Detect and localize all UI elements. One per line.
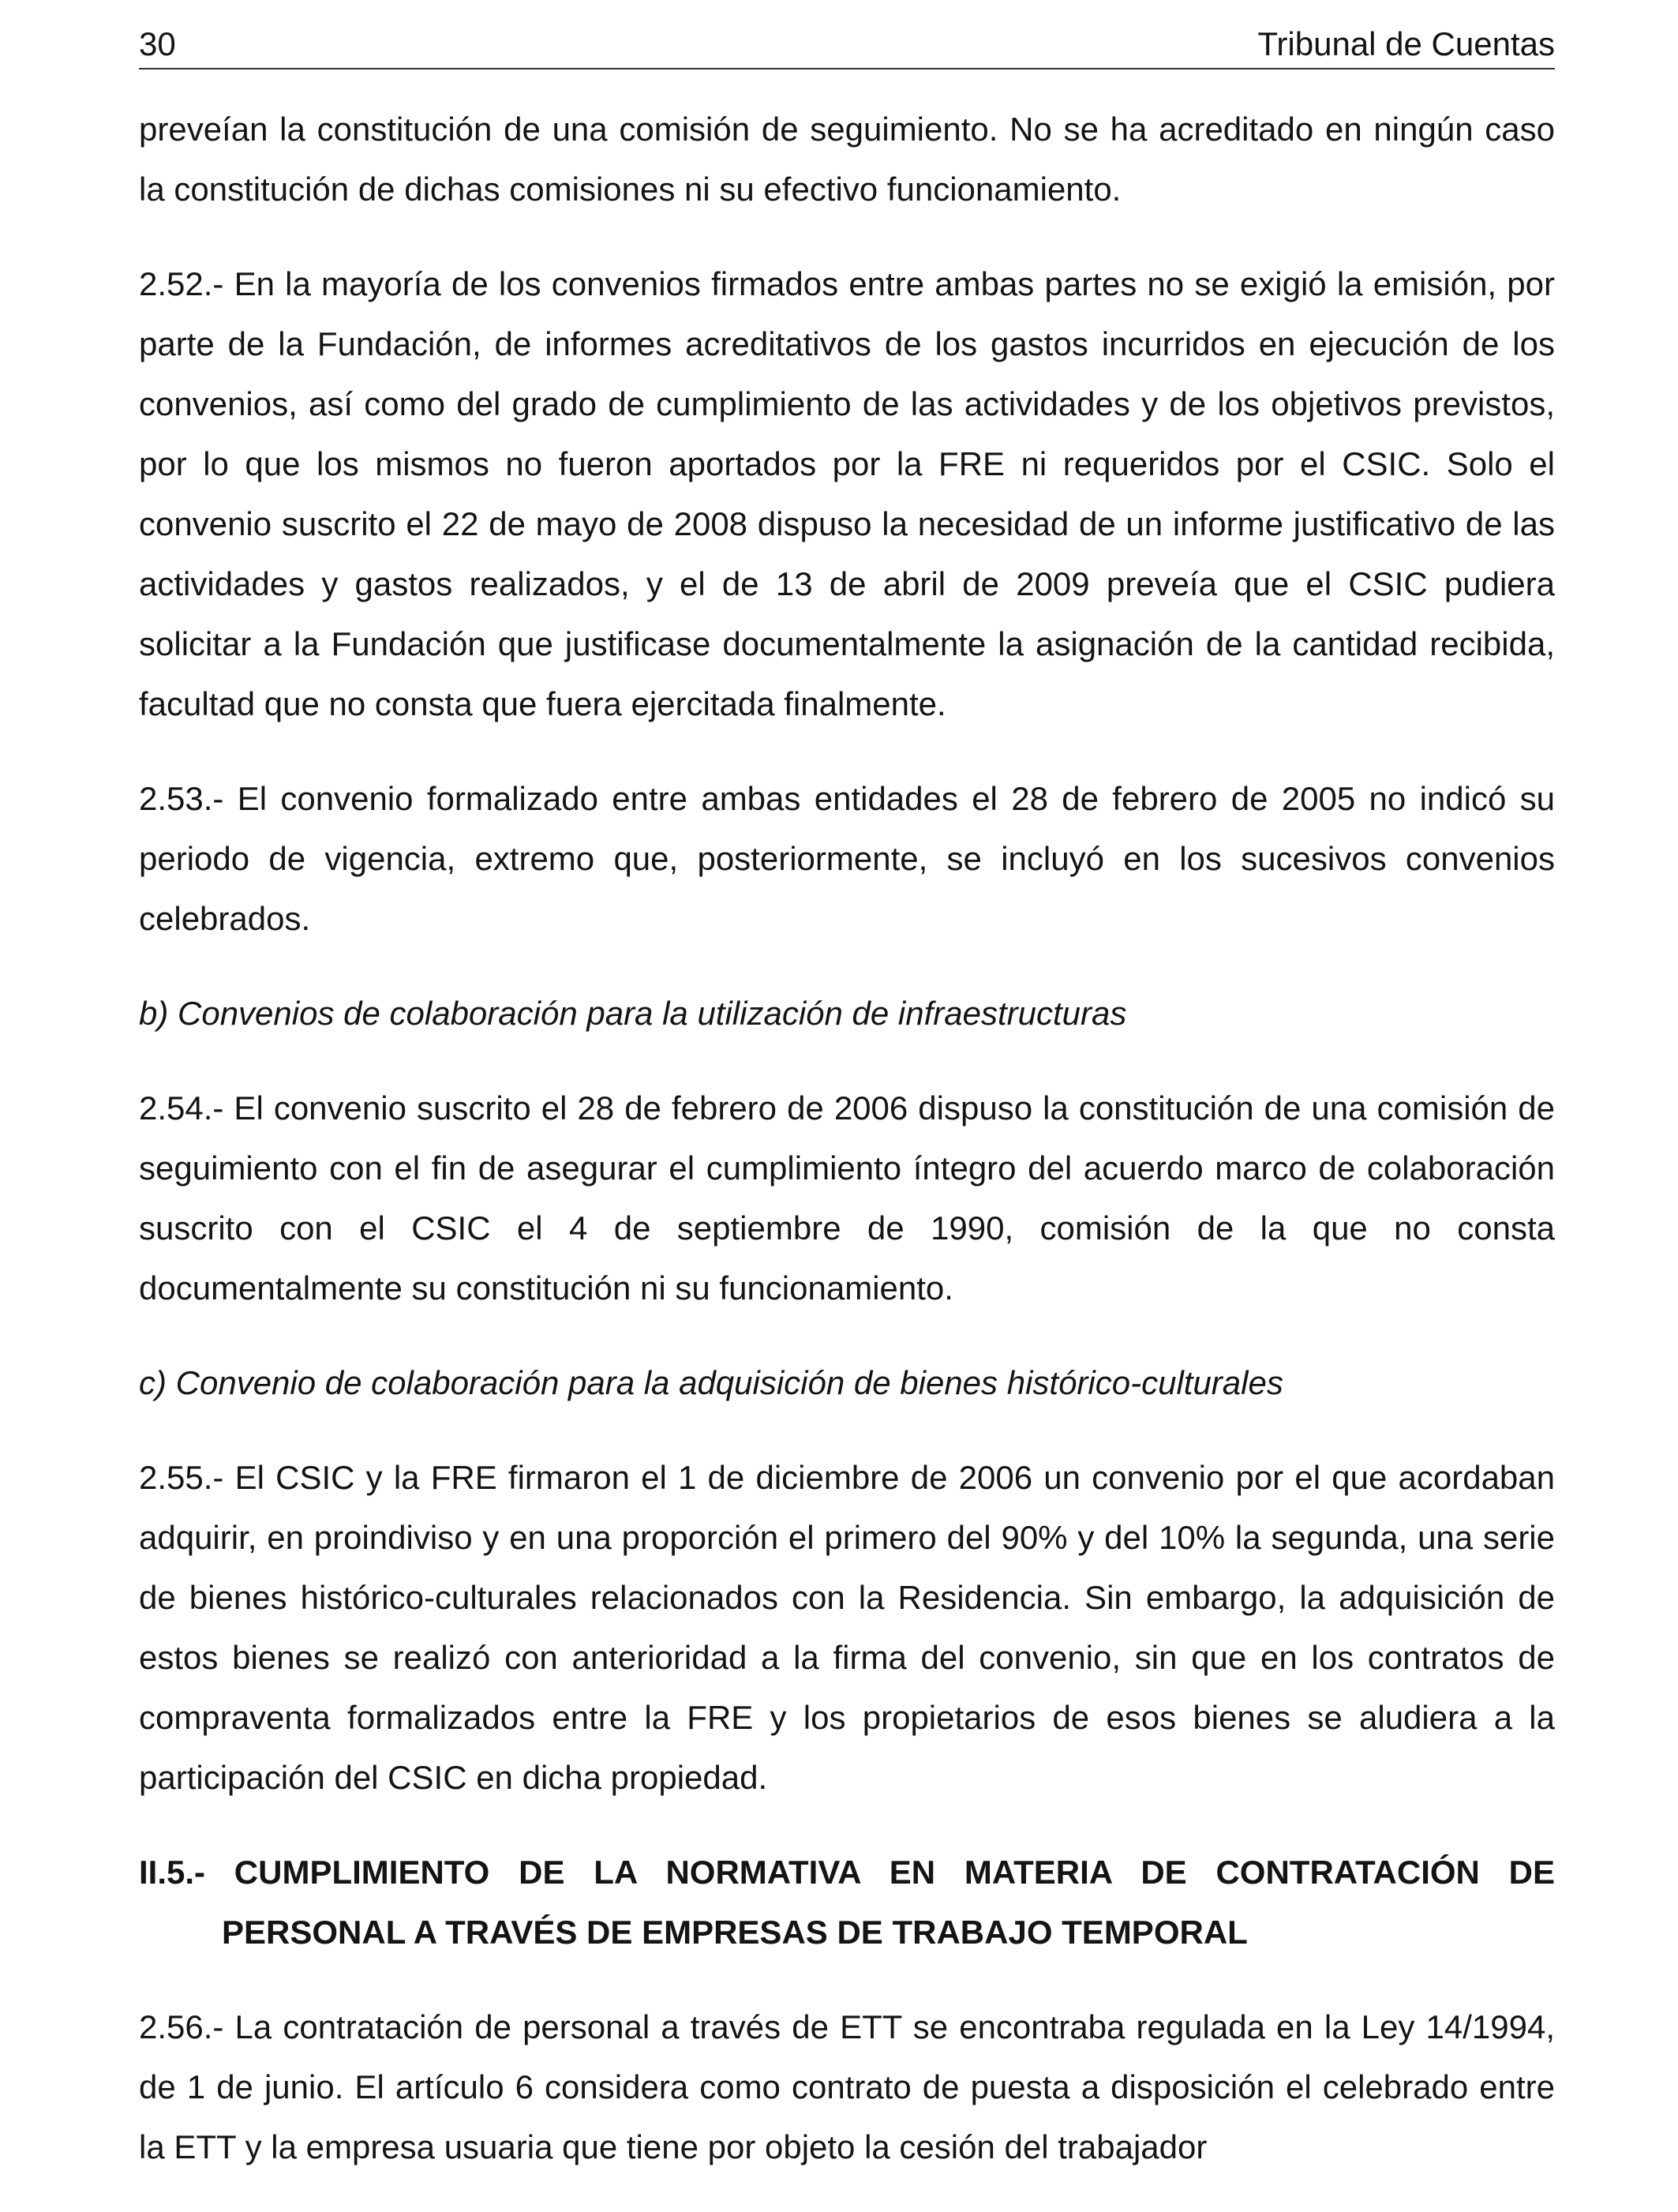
paragraph-2-55: 2.55.- El CSIC y la FRE firmaron el 1 de diciembre de 2006 un convenio por el que acordaban adquirir, en proindiviso y en una proporción el primero del 90% y del 10% la segunda, una serie de bienes histórico-culturales relacionados con la Residencia. Sin embargo, la adquisición de estos bienes se realizó con anterioridad a la firma del convenio, sin que en los contratos de compraventa formalizados entre la FRE y los propietarios de esos bienes se aludiera a la participación del CSIC en dicha propiedad. [139,1459,1555,1796]
publisher-name: Tribunal de Cuentas [1257,25,1555,62]
page-number: 30 [139,25,176,62]
paragraph-2-53: 2.53.- El convenio formalizado entre ambas entidades el 28 de febrero de 2005 no indicó su periodo de vigencia, extremo que, posteriormente, se incluyó en los sucesivos convenios celebrados. [139,780,1555,937]
paragraph-2-54: 2.54.- El convenio suscrito el 28 de febrero de 2006 dispuso la constitución de una comisión de seguimiento con el fin de asegurar el cumplimiento íntegro del acuerdo marco de colaboración suscrito con el CSIC el 4 de septiembre de 1990, comisión de la que no consta documentalmente su constitución ni su funcionamiento. [139,1089,1555,1307]
document-body [139,99,1555,2212]
paragraph-2-52: 2.52.- En la mayoría de los convenios firmados entre ambas partes no se exigió la emisión, por parte de la Fundación, de informes acreditativos de los gastos incurridos en ejecución de los convenios, así como del grado de cumplimiento de las actividades y de los objetivos previstos, por lo que los mismos no fueron aportados por la FRE ni requeridos por el CSIC. Solo el convenio suscrito el 22 de mayo de 2008 dispuso la necesidad de un informe justificativo de las actividades y gastos realizados, y el de 13 de abril de 2009 preveía que el CSIC pudiera solicitar a la Fundación que justificase documentalmente la asignación de la cantidad recibida, facultad que no consta que fuera ejercitada finalmente. [139,265,1555,722]
subheading-b: b) Convenios de colaboración para la utilización de infraestructuras [139,995,1127,1032]
subheading-c: c) Convenio de colaboración para la adquisición de bienes histórico-culturales [139,1364,1283,1401]
running-header [139,24,1555,69]
paragraph-continued: preveían la constitución de una comisión de seguimiento. No se ha acreditado en ningún caso la constitución de dichas comisiones ni su efectivo funcionamiento. [139,111,1555,208]
paragraph-2-56: 2.56.- La contratación de personal a través de ETT se encontraba regulada en la Ley 14/1994, de 1 de junio. El artículo 6 considera como contrato de puesta a disposición el celebrado entre la ETT y la empresa usuaria que tiene por objeto la cesión del trabajador [139,2008,1555,2165]
section-title-ii-5: II.5.- CUMPLIMIENTO DE LA NORMATIVA EN MATERIA DE CONTRATACIÓN DE PERSONAL A TRAVÉS DE EMPRESAS DE TRABAJO TEMPORAL [139,1854,1555,1951]
document-page [139,0,1555,2191]
